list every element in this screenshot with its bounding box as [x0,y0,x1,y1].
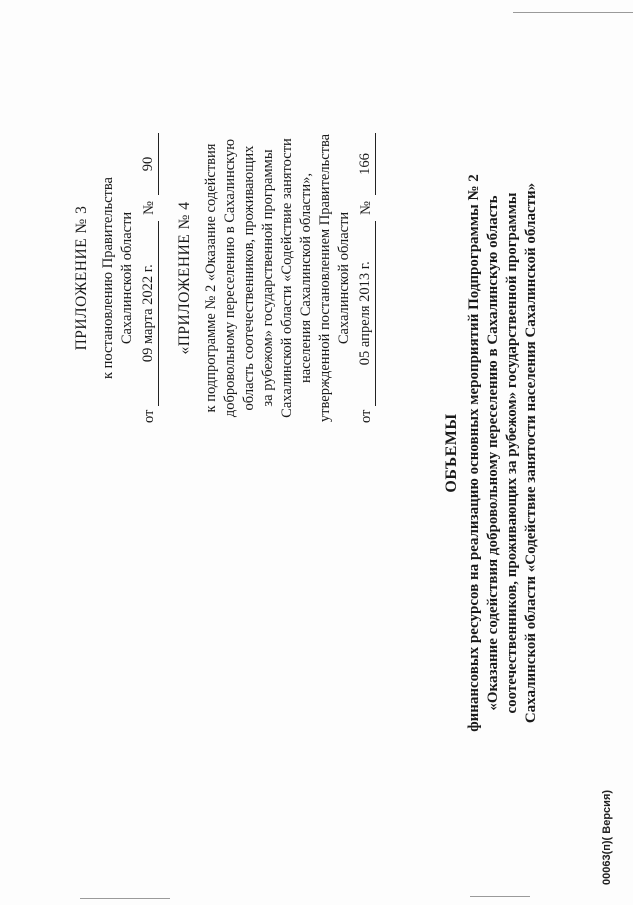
appendix-4-line-8: Сахалинской области [335,211,352,344]
appendix-4-line-3: область соотечественников, проживающих [240,145,257,410]
document-title-line-4: Сахалинской области «Содействие занятости населения Сахалинской области» [522,182,539,723]
document-title-line-3: соотечественников, проживающих за рубежом» государственной программы [503,191,520,714]
appendix-4-title: «ПРИЛОЖЕНИЕ № 4 [175,200,193,355]
scan-edge-mark [513,12,633,13]
document-heading: ОБЪЕМЫ [442,412,460,493]
appendix-3-block [72,133,376,423]
document-page [7,13,627,893]
appendix-4-line-1: к подпрограмме № 2 «Оказание содействия [202,143,219,412]
appendix-3-number-label: № [140,200,157,215]
appendix-4-line-4: за рубежом» государственной программы [259,148,276,407]
appendix-4-line-6: населения Сахалинской области», [297,172,314,383]
appendix-3-line-1: к постановлению Правительства [99,176,116,379]
appendix-4-line-5: Сахалинской области «Содействие занятости [278,137,295,418]
appendix-3-title: ПРИЛОЖЕНИЕ № 3 [72,205,90,350]
appendix-3-date: 09 марта 2022 г. [139,220,159,405]
appendix-4-number: 166 [356,133,376,195]
document-version-code: 00063(п)( Версия) [600,789,613,885]
appendix-4-signature-line [356,133,376,423]
appendix-3-from-label: от [140,409,157,423]
scan-edge-mark [470,896,530,897]
block-spacer [159,133,175,423]
document-title-block [442,13,541,893]
document-title-line-2: «Оказание содействия добровольному переселению в Сахалинскую область [484,194,501,711]
appendix-3-signature-line [139,133,159,423]
document-title-line-1: финансовых ресурсов на реализацию основных мероприятий Подпрограммы № 2 [465,173,482,732]
appendix-3-line-2: Сахалинской области [118,211,135,344]
appendix-4-line-7: утвержденной постановлением Правительства [316,133,333,422]
scan-edge-mark [80,898,170,899]
appendix-4-date: 05 апреля 2013 г. [356,220,376,405]
appendix-3-number: 90 [139,133,159,195]
appendix-4-from-label: от [357,409,374,423]
appendix-4-line-2: добровольному переселению в Сахалинскую [221,138,238,417]
appendix-4-number-label: № [357,200,374,215]
